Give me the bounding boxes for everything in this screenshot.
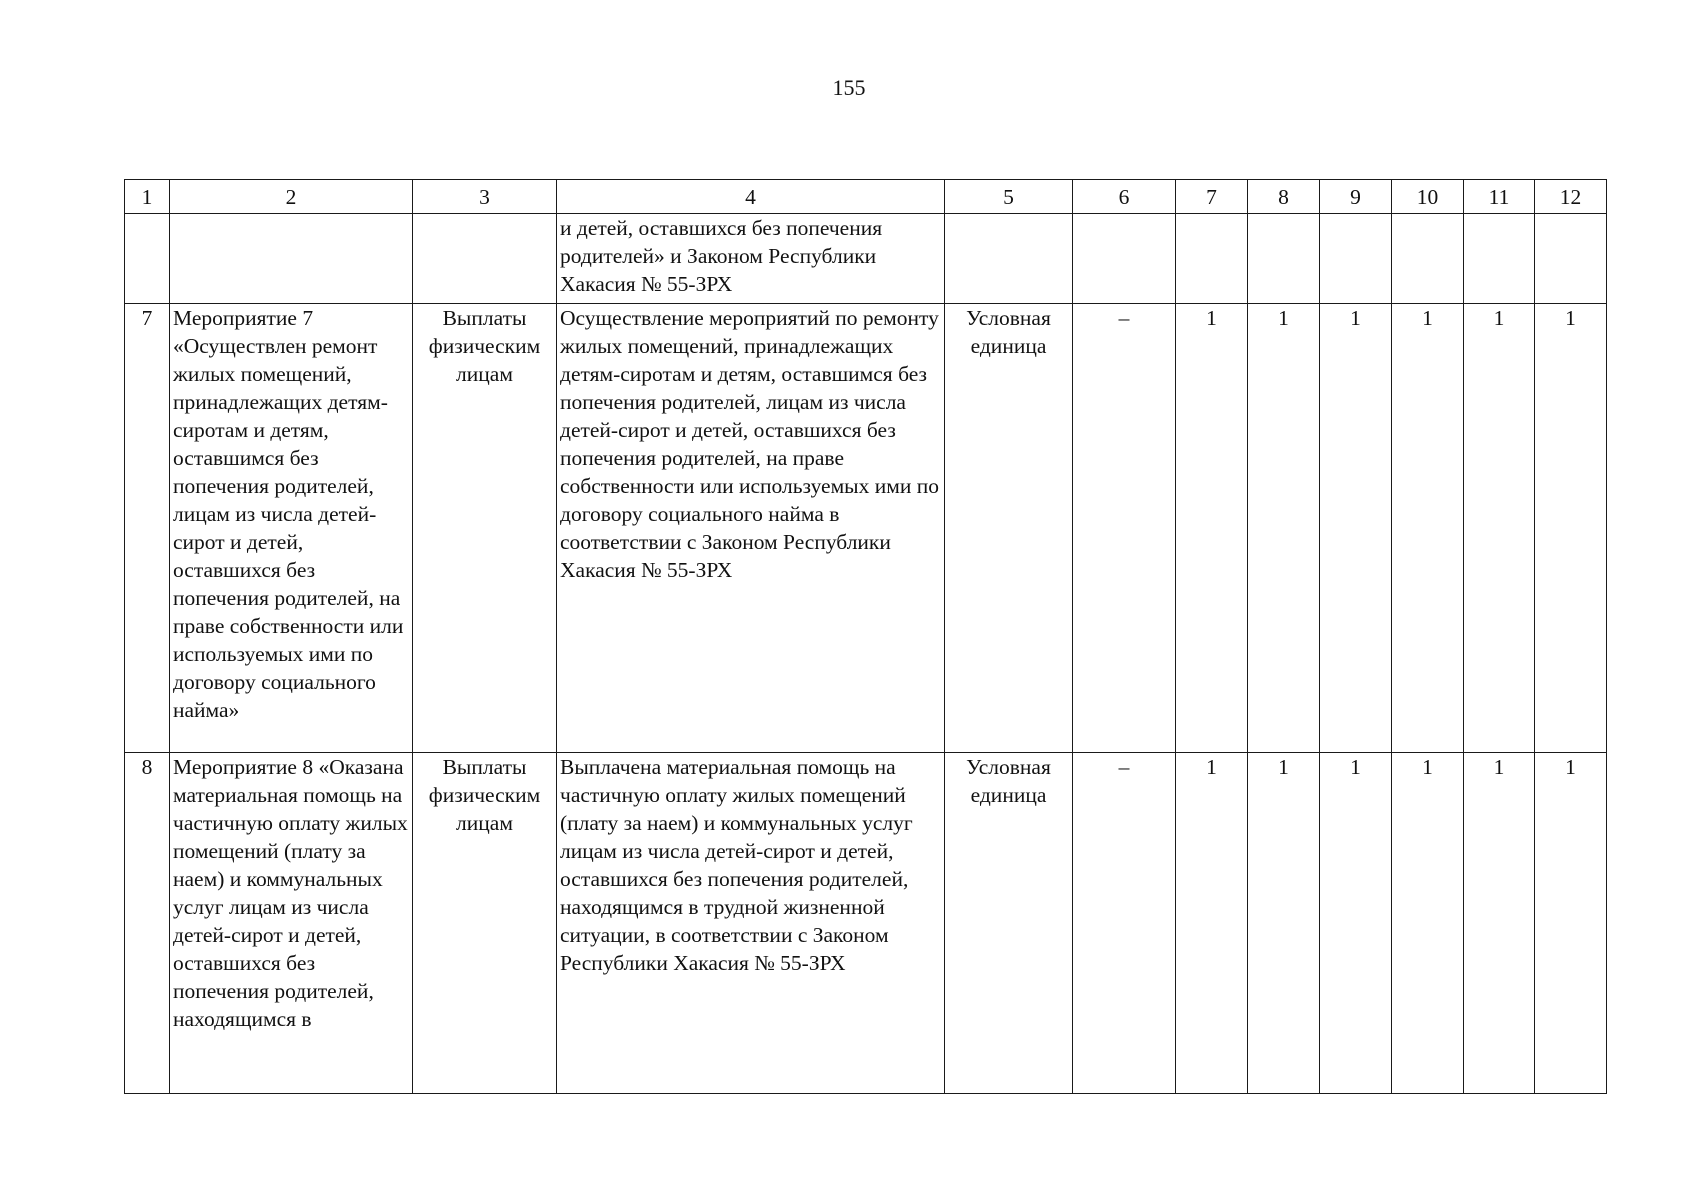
cell-unit	[945, 214, 1073, 304]
cell-col9	[1320, 214, 1392, 304]
header-col-5: 5	[945, 180, 1073, 214]
header-col-7: 7	[1176, 180, 1248, 214]
cell-measure: Мероприятие 8 «Оказана материальная помощь на частичную оплату жилых помещений (плату за наем) и коммунальных услуг лицам из числа детей-сирот и детей, оставшихся без попечения родителей, находящимся в	[170, 753, 413, 1094]
cell-col9: 1	[1320, 304, 1392, 753]
cell-measure: Мероприятие 7 «Осуществлен ремонт жилых помещений, принадлежащих детям-сиротам и детям, оставшимся без попечения родителей, лицам из числа детей-сирот и детей, оставшихся без попечения родителей, на праве собственности или используемых ими по договору социального найма»	[170, 304, 413, 753]
cell-unit: Условная единица	[945, 304, 1073, 753]
header-col-11: 11	[1464, 180, 1535, 214]
cell-col8	[1248, 214, 1320, 304]
cell-number	[125, 214, 170, 304]
cell-col11: 1	[1464, 304, 1535, 753]
cell-col6	[1073, 214, 1176, 304]
cell-description: и детей, оставшихся без попечения родителей» и Законом Республики Хакасия № 55-ЗРХ	[557, 214, 945, 304]
cell-expense-type: Выплаты физическим лицам	[413, 304, 557, 753]
page-number: 155	[832, 75, 866, 100]
table-row	[125, 753, 1607, 1094]
header-col-4: 4	[557, 180, 945, 214]
cell-col8: 1	[1248, 753, 1320, 1094]
table-header-row	[125, 180, 1607, 214]
cell-col8: 1	[1248, 304, 1320, 753]
cell-col11: 1	[1464, 753, 1535, 1094]
table-row	[125, 304, 1607, 753]
cell-col12: 1	[1535, 304, 1607, 753]
cell-measure	[170, 214, 413, 304]
cell-col6: –	[1073, 753, 1176, 1094]
cell-col7	[1176, 214, 1248, 304]
cell-number: 8	[125, 753, 170, 1094]
cell-expense-type: Выплаты физическим лицам	[413, 753, 557, 1094]
header-col-9: 9	[1320, 180, 1392, 214]
cell-col10	[1392, 214, 1464, 304]
cell-col10: 1	[1392, 304, 1464, 753]
cell-expense-type	[413, 214, 557, 304]
cell-unit: Условная единица	[945, 753, 1073, 1094]
table-row-continuation	[125, 214, 1607, 304]
cell-col12	[1535, 214, 1607, 304]
cell-col7: 1	[1176, 304, 1248, 753]
cell-col11	[1464, 214, 1535, 304]
cell-description: Выплачена материальная помощь на частичную оплату жилых помещений (плату за наем) и коммунальных услуг лицам из числа детей-сирот и детей, оставшихся без попечения родителей, находящимся в трудной жизненной ситуации, в соответствии с Законом Республики Хакасия № 55-ЗРХ	[557, 753, 945, 1094]
cell-col10: 1	[1392, 753, 1464, 1094]
header-col-12: 12	[1535, 180, 1607, 214]
header-col-6: 6	[1073, 180, 1176, 214]
header-col-10: 10	[1392, 180, 1464, 214]
cell-col12: 1	[1535, 753, 1607, 1094]
cell-col7: 1	[1176, 753, 1248, 1094]
program-measures-table	[124, 179, 1607, 1094]
cell-col9: 1	[1320, 753, 1392, 1094]
header-col-3: 3	[413, 180, 557, 214]
header-col-2: 2	[170, 180, 413, 214]
cell-number: 7	[125, 304, 170, 753]
header-col-1: 1	[125, 180, 170, 214]
cell-description: Осуществление мероприятий по ремонту жилых помещений, принадлежащих детям-сиротам и детям, оставшимся без попечения родителей, лицам из числа детей-сирот и детей, оставшихся без попечения родителей, на праве собственности или используемых ими по договору социального найма в соответствии с Законом Республики Хакасия № 55-ЗРХ	[557, 304, 945, 753]
header-col-8: 8	[1248, 180, 1320, 214]
cell-col6: –	[1073, 304, 1176, 753]
